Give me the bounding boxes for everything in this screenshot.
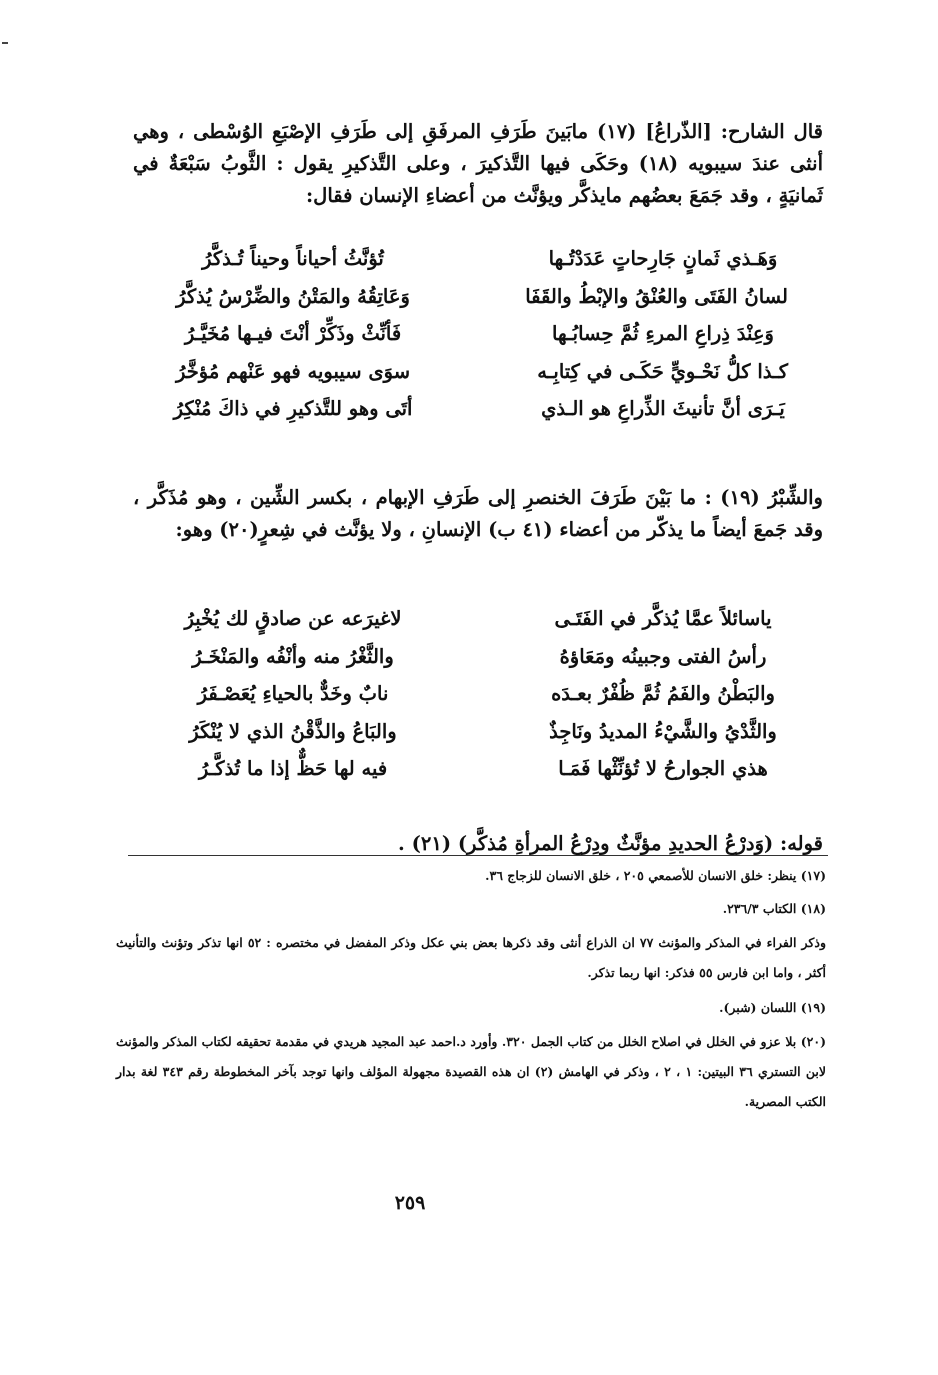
verse-second-hemistich: لاغيرَعه عن صادقٍ لك يُخْبِرُ <box>184 607 402 630</box>
poem-2 <box>168 600 788 788</box>
verse-second-hemistich: والبَاعُ والذَّقْنُ الذي لا يُنْكَرُ <box>189 719 397 743</box>
verse <box>168 390 788 428</box>
verse-second-hemistich: فيه لها حَظٌّ إذا ما تُذكَّـرُ <box>198 757 388 780</box>
verse <box>168 638 788 676</box>
poem-1 <box>168 240 788 428</box>
verse <box>168 278 788 316</box>
footnote: (١٨) الكتاب ٢٣٦/٣. <box>722 901 826 916</box>
verse <box>168 750 788 788</box>
verse <box>168 315 788 353</box>
paragraph-1: قال الشارح: [الذّراعُ] (١٧) مابَينَ طَرَفِ المرفَقِ إلى طَرَفِ الإصْبَعِ الوُسْطى ، وهي أنثى عندَ سيبويه (١٨) وحَكَى فيها التَّذكيرَ ، وعلى التَّذكيرِ يقول : الثَّوبُ سَبْعَةٌ في ثَمانيَةٍ ، وقد جَمَعَ بعضُهم مايذكَّر ويؤنَّث من أعضاءِ الإنسان فقال: <box>133 119 823 207</box>
verse-first-hemistich: رأسُ الفتى وجبينُه ومَعَاؤهُ <box>559 644 767 668</box>
verse <box>168 600 788 638</box>
verse-second-hemistich: تُؤنَّثُ أحياناً وحيناً تُـذكَّرُ <box>202 247 384 270</box>
verse-first-hemistich: والبَطْنُ والفَمُ ثُمَّ ظُفْرٌ بعـدَه <box>551 682 775 705</box>
footnote-divider <box>128 855 828 856</box>
quote-line: قوله: (وَدرْعُ الحديدِ مؤنَّثٌ ودِرْعُ المرأةِ مُذكَّر) (٢١) . <box>398 831 823 855</box>
verse-first-hemistich: وَعِنْدَ ذِراعِ المرءِ ثُمَّ حِسابُـها <box>552 322 774 345</box>
footnote: (١٧) ينظر: خلق الانسان للأصمعي ٢٠٥ ، خلق الانسان للزجاج ٣٦. <box>485 868 826 883</box>
verse-first-hemistich: يَـرَى أنَّ تأنيثَ الذِّراعِ هو الـذي <box>541 397 785 420</box>
verse-first-hemistich: والثَّدْيُ والشَّيْءُ المديدُ ونَاجِذٌ <box>549 719 777 743</box>
verse-second-hemistich: أتَى وهو للتَّذكيرِ في ذاكَ مُنْكِرُ <box>173 397 413 420</box>
verse-first-hemistich: كـذا كلُّ نَحْـويٍّ حَكَـى في كِتابِـه <box>537 359 788 383</box>
verse <box>168 240 788 278</box>
margin-mark <box>2 42 8 44</box>
footnote: وذكر الفراء في المذكر والمؤنث ٧٧ ان الذراع أنثى وقد ذكرها بعض بني عكل وذكر المفضل في مختصره : ٥٢ انها تذكر وتؤنث والتأنيث أكثر ، واما ابن فارس ٥٥ فذكر: انها ربما تذكر. <box>116 935 826 980</box>
verse <box>168 713 788 751</box>
verse-second-hemistich: والثَّغْرُ منه وأنْفُه والمَنْخَـرُ <box>192 644 394 668</box>
verse-first-hemistich: هذي الجوارحُ لا تُؤنِّثْها فَمَـا <box>558 757 768 780</box>
footnote: (١٩) اللسان (شبر). <box>719 1000 826 1015</box>
verse-second-hemistich: فَأنِّثْ وذَكِّرْ أنْتَ فيـها مُخَيَّـرُ <box>184 322 402 345</box>
footnote: (٢٠) بلا عزو في الخلل في اصلاح الخلل من كتاب الجمل ٣٢٠. وأورد د.احمد عبد المجيد هريدي في مقدمة تحقيقه لكتاب المذكر والمؤنث لابن التستري ٣٦ البيتين: ١ ، ٢ ، وذكر في الهامش (٢) ان هذه القصيدة مجهولة المؤلف وانها توجد بآخر المخطوطة رقم ٣٤٣ لغة بدار الكتب المصرية. <box>116 1034 827 1109</box>
verse <box>168 675 788 713</box>
paragraph-2: والشِّبْرُ (١٩) : ما بَيْنَ طَرَفَ الخنصرِ إلى طَرَفِ الإبهام ، بكسر الشِّين ، وهو مُذَكَّر ، وقد جَمعَ أيضاً ما يذكّر من أعضاء (٤١ ب) الإنسانِ ، ولا يؤنَّث في شِعرٍ(٢٠) وهو: <box>133 485 823 541</box>
verse-second-hemistich: وَعَاتِقُهُ والمَتْنُ والضِّرْسُ يُذكَّرُ <box>176 284 410 308</box>
verse-second-hemistich: نابٌ وخَدٌّ بالحياءِ يُعَصْـفَرُ <box>197 682 389 705</box>
page-number: ٢٥٩ <box>394 1192 426 1214</box>
verse <box>168 353 788 391</box>
verse-first-hemistich: لسانُ الفَتَى والعُنْقُ والإبْطُ والقَفَا <box>525 284 788 308</box>
verse-first-hemistich: ياسائلاً عمَّا يُذكَّر في الفَتَـى <box>554 607 772 630</box>
footnotes <box>116 862 826 1123</box>
verse-first-hemistich: وَهَـذي ثَمانٍ جَارِحاتٍ عَدَدْتُـها <box>548 247 778 270</box>
verse-second-hemistich: سوَى سيبويه فهو عَنْهم مُؤخَّرُ <box>175 359 411 383</box>
